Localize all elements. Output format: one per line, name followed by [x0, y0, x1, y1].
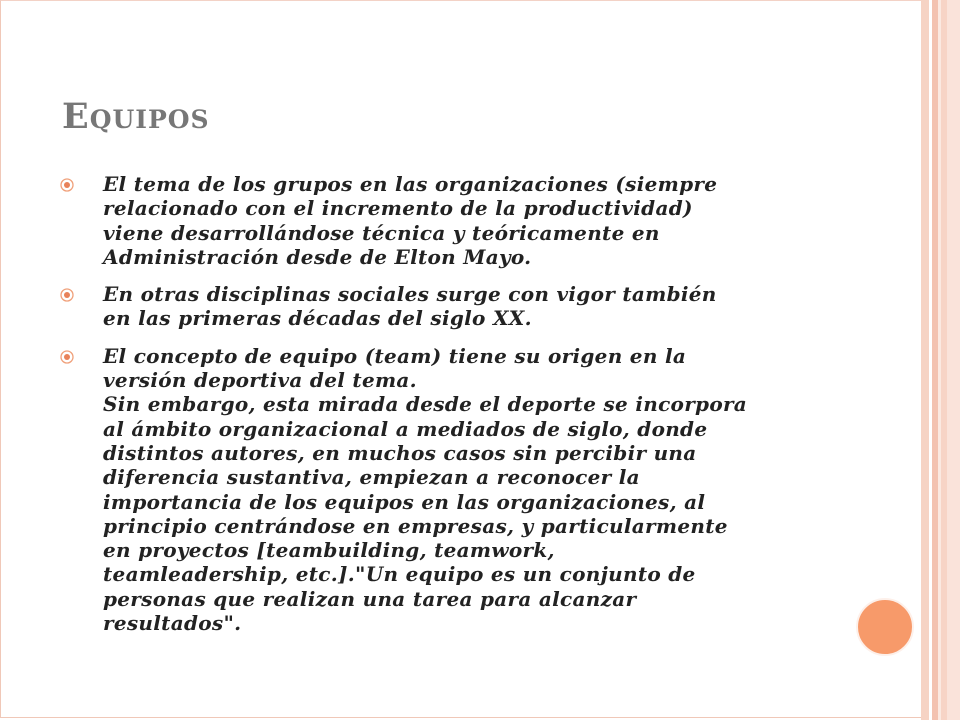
bullet-list — [60, 172, 840, 648]
bullet-text: El tema de los grupos en las organizaciones (siempre relacionado con el incremento de la productividad) viene desarrollándose técnica y teóricamente en Administración desde de Elton Mayo. — [103, 172, 718, 269]
list-item — [60, 282, 840, 331]
slide-title-rest: QUIPOS — [89, 105, 210, 134]
circled-dot-icon — [60, 288, 74, 302]
orange-circle-decoration — [856, 598, 914, 656]
decorative-stripe — [921, 0, 929, 720]
circled-dot-icon — [60, 178, 74, 192]
slide-title-initial: E — [62, 96, 90, 137]
bullet-text: El concepto de equipo (team) tiene su origen en la versión deportiva del tema. Sin embargo, esta mirada desde el deporte se incorpora al ámbito organizacional a mediados de siglo, donde distintos autores, en muchos casos sin percibir una diferencia sustantiva, empiezan a reconocer la importancia de los equipos en las organizaciones, al principio centrándose en empresas, y particularmente en proyectos [teambuilding, teamwork, teamleadership, etc.]."Un equipo es un conjunto de personas que realizan una tarea para alcanzar resultados". — [103, 343, 748, 636]
bullet-text: En otras disciplinas sociales surge con vigor también en las primeras décadas del siglo XX. — [103, 282, 717, 331]
circled-dot-icon — [60, 350, 74, 364]
decorative-stripe — [947, 0, 960, 720]
list-item — [60, 172, 840, 269]
slide-title — [62, 96, 210, 137]
list-item — [60, 344, 840, 636]
